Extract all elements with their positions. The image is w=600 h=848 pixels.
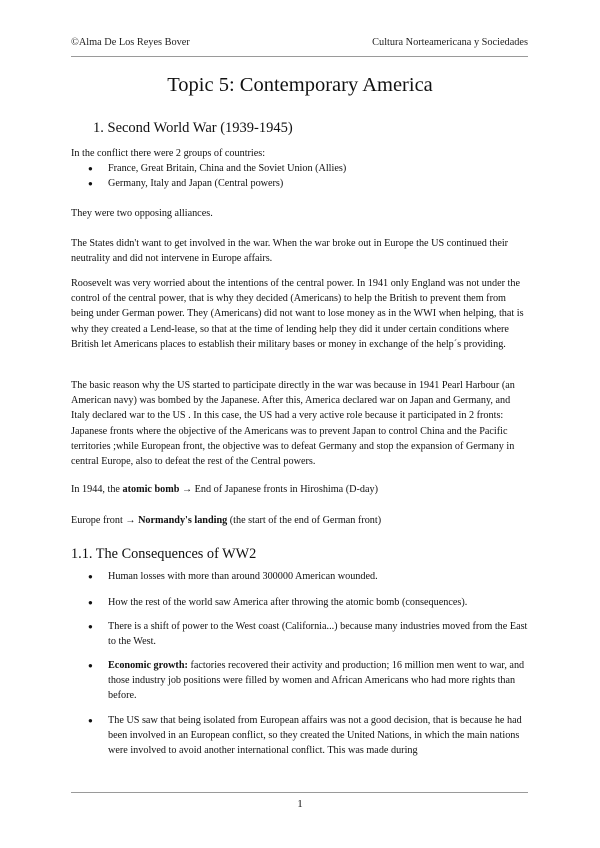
section-heading-consequences: 1.1. The Consequences of WW2 xyxy=(71,546,257,562)
paragraph-alliances: They were two opposing alliances. xyxy=(71,208,213,219)
paragraph-roosevelt: Roosevelt was very worried about the intentions of the central power. In 1941 only England was not under the control of the central power, that is why they decided (Americans) to help the British to prevent them from being under German power. They (Americans) did not want to lose money as in the WWI when helping, that is why they created a Lend-lease, so that at the time of lending help they did it under certain conditions where British let Americans places to establish their military bases or money in exchange of the help´s providing. xyxy=(71,278,524,350)
header-course: Cultura Norteamericana y Sociedades xyxy=(372,37,528,48)
paragraph-intro: In the conflict there were 2 groups of countries: xyxy=(71,148,266,159)
paragraph-atomic-bomb: In 1944, the atomic bomb → End of Japanese fronts in Hiroshima (D-day) xyxy=(71,484,378,495)
list-item: ● How the rest of the world saw America after throwing the atomic bomb (consequences). xyxy=(71,595,531,610)
page-title: Topic 5: Contemporary America xyxy=(167,74,433,96)
section-heading-wwii: 1. Second World War (1939-1945) xyxy=(93,120,293,136)
list-item: ● Economic growth: factories recovered their activity and production; 16 million men went to war, and those industry job positions were filled by women and African Americans who had more rights than before. xyxy=(71,658,531,704)
paragraph-pearl-harbour: The basic reason why the US started to participate directly in the war was because in 1941 Pearl Harbour (an American navy) was bombed by the Japanese. After this, America declared war on Japan and Germany, and Italy declared war to the US . In this case, the US had a very active role because it participated in 2 fronts: Japanese fronts where the objective of the Americans was to prevent Japan to control China and the Pacific territories ;while European front, the objective was to defeat Germany and stop the expansion of Germany in central Europe, also to defeat the rest of the Central powers. xyxy=(71,380,515,468)
page-number: 1 xyxy=(297,798,303,810)
list-item: ● France, Great Britain, China and the Soviet Union (Allies) xyxy=(71,161,531,176)
paragraph-normandy: Europe front → Normandy's landing (the start of the end of German front) xyxy=(71,515,382,526)
list-item: ● Germany, Italy and Japan (Central powers) xyxy=(71,176,531,191)
list-item: ● There is a shift of power to the West coast (California...) because many industries moved from the East to the West. xyxy=(71,619,531,649)
page-header xyxy=(71,37,528,51)
list-item: ● Human losses with more than around 300000 American wounded. xyxy=(71,569,531,584)
header-author: ©Alma De Los Reyes Bover xyxy=(71,37,190,48)
footer-divider xyxy=(71,792,528,793)
list-item: ● The US saw that being isolated from European affairs was not a good decision, that is because he had been involved in an European conflict, so they created the United Nations, in which the main nations were involved to avoid another international conflict. This was made during xyxy=(71,713,531,759)
groups-list xyxy=(71,161,531,191)
header-divider xyxy=(71,56,528,57)
paragraph-neutrality: The States didn't want to get involved in the war. When the war broke out in Europe the US continued their neutrality and did not intervene in Europe affairs. xyxy=(71,238,509,265)
